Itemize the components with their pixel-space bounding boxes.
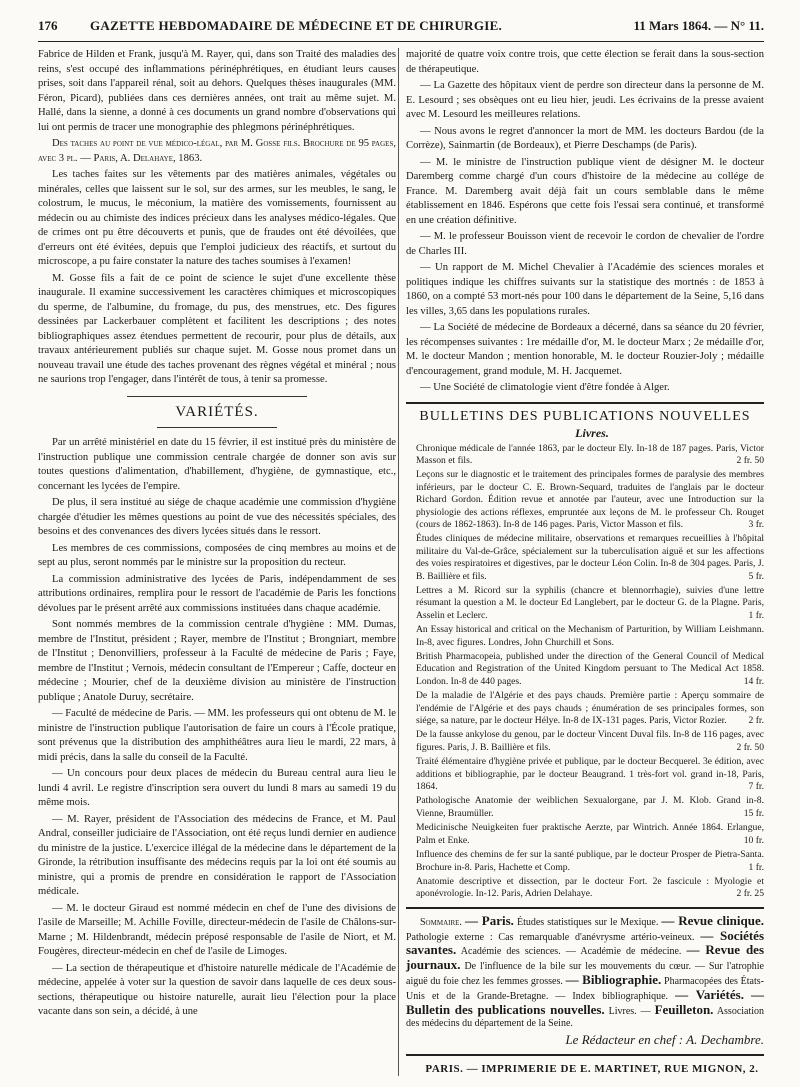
paragraph: Fabrice de Hilden et Frank, jusqu'à M. Rayer, qui, dans son Traité des maladies des reins, s'est occupé des inflammations périnéphrétiques, en étudiant leurs causes prises, soit dans l'appareil rénal, soit au dehors. Quelques thèses inaugurales (MM. Féron, Picard), publiées dans ces dernières années, ont trait au même sujet. M. Hallé, dans la sienne, a donné à ces documents un grand nombre d'observations qui lui ont permis de tracer une monographie des phlegmons périnéphrétiques. — [38, 49, 396, 133]
table-of-contents: Sommaire. — Paris. Études statistiques sur le Mexique. — Revue clinique. Pathologie externe : Cas remarquable d'anévrysme artério-veineux. — Sociétés savantes. Académie des sciences. — Académie de médecine. — Revue des journaux. De l'influence de la bile sur les mouvements du cœur. — Sur l'atrophie aiguë du foie chez les femmes grosses. — Bibliographie. Pharmacopées des États-Unis et de la Grande-Bretagne. — Index bibliographique. — Variétés. — Bulletin des publications nouvelles. Livres. — Feuilleton. Association des médecins du département de la Seine. — [406, 912, 765, 1030]
paragraph: Les membres de ces commissions, composées de cinq membres au moins et de sept au plus, seront nommés par le ministre sur la proposition du recteur. — [38, 542, 396, 568]
book-entry: De la fausse ankylose du genou, par le docteur Vincent Duval fils. In-8 de 116 pages, avec figures. Paris, J. B. Baillière et fils. 2 fr. 50 — [416, 729, 764, 753]
section-title-bulletins: BULLETINS DES PUBLICATIONS NOUVELLES — [419, 408, 751, 424]
header-rule — [38, 41, 764, 42]
section-divider — [406, 402, 764, 404]
book-list — [406, 443, 764, 901]
paragraph: — M. Rayer, président de l'Association des médecins de France, et M. Paul Andral, conseiller judiciaire de l'Association, ont été reçus lundi dernier en audience du ministre de la justice. L'exercice illégal de la médecine dans le département de la Gironde, la rétribution insuffisante des médecins requis par la loi ont été soumis au ministre, qui a promis de prendre en considération le rapport de l'Association médicale. — [38, 813, 396, 897]
paragraph: Sont nommés membres de la commission centrale d'hygiène : MM. Dumas, membre de l'Institut, président ; Rayer, membre de l'Institut ; Brongniart, membre de l'Institut ; Denonvilliers, professeur à la Faculté de médecine de Paris ; Faye, membre de l'Institut ; Vernois, médecin consultant de l'Empereur ; Caffe, docteur en médecine ; Mourier, chef de la deuxième division au ministère de l'instruction publique ; Anatole Duruy, secrétaire. — [38, 619, 396, 703]
paragraph: — Une Société de climatologie vient d'être fondée à Alger. — [420, 382, 670, 393]
book-entry: Anatomie descriptive et dissection, par le docteur Fort. 2e fascicule : Myologie et aponévrologie. In-12. Paris, Adrien Delahaye. 2 fr. 25 — [416, 875, 764, 900]
paragraph: — M. le professeur Bouisson vient de recevoir le cordon de chevalier de l'ordre de Charles III. — [406, 231, 764, 257]
book-entry: Lettres a M. Ricord sur la syphilis (chancre et blennorrhagie), suivies d'une lettre résumant la question a M. le docteur Ed Langlebert, par le docteur G. de la Plagne. Paris, Asselin et Leclerc. 1 fr. — [416, 584, 764, 621]
section-divider — [127, 396, 307, 397]
book-entry: An Essay historical and critical on the Mechanism of Parturition, by William Leishmann. In-8, avec figures. Londres, John Churchill et Sons. — [416, 624, 764, 648]
left-column — [38, 48, 396, 1022]
paragraph: — La Gazette des hôpitaux vient de perdre son directeur dans la personne de M. E. Lesourd ; ses obsèques ont eu lieu hier, jeudi. Les écrivains de la presse avaient avec M. Lesourd les meilleures relations. — [406, 80, 764, 120]
page-header — [38, 18, 764, 40]
issue-date: 11 Mars 1864. — N° 11. — [633, 18, 764, 33]
section-title-varietes: VARIÉTÉS. — [175, 403, 259, 420]
book-entry: Leçons sur le diagnostic et le traitement des principales formes de paralysie des membres inférieurs, par le docteur C. E. Brown-Sequard, traduites de l'anglais par le docteur Richard Gordon. Édition revue et annotée par l'auteur, avec une Introduction sur la physiologie des actions réflexes, empruntée aux leçons de M. le professeur Ch. Rouget (cours de 1862-1863). In-8 de 146 pages. Paris, Victor Masson et fils. 3 fr. — [416, 469, 764, 530]
book-entry: Medicinische Neuigkeiten fuer praktische Aerzte, par Wintrich. Année 1864. Erlangue, Palm et Enke. 10 fr. — [416, 822, 764, 846]
column-separator — [398, 48, 399, 1076]
paragraph: majorité de quatre voix contre trois, que cette élection se ferait dans la sous-section de thérapeutique. — [406, 49, 764, 75]
paragraph: — La Société de médecine de Bordeaux a décerné, dans sa séance du 20 février, les récompenses suivantes : 1re médaille d'or, M. le docteur Marx ; 2e médaille d'or, M. le docteur Mandon ; mention honorable, M. le docteur Rouzier-Joly ; médaille d'encouragement, grand module, M. H. Jacquemet. — [406, 322, 764, 377]
paragraph: — Un rapport de M. Michel Chevalier à l'Académie des sciences morales et politiques indique les chiffres suivants sur la statistique des mortnés : de 1853 à 1860, on a compté 53 mort-nés pour 100 dans le département de la Seine, 5,16 dans les villes, 3,65 dans les populations rurales. — [406, 262, 764, 317]
editor-signature: Le Rédacteur en chef : A. Dechambre. — [565, 1032, 764, 1048]
section-divider — [406, 907, 764, 909]
book-entry: Chronique médicale de l'année 1863, par le docteur Ely. In-18 de 187 pages. Paris, Victor Masson et fils. 2 fr. 50 — [416, 442, 764, 466]
paragraph: — M. le ministre de l'instruction publique vient de désigner M. le docteur Daremberg comme chargé d'un cours d'histoire de la médecine au collége de France. M. Daremberg avait déjà fait un cours semblable dans le même établissement en 1846. Espérons que cette fois l'essai sera continué, et transformé en une création définitive. — [406, 156, 764, 226]
subsection-livres: Livres. — [575, 426, 609, 440]
page-number: 176 — [38, 18, 58, 33]
paragraph: — Un concours pour deux places de médecin du Bureau central aura lieu le lundi 4 avril. Le registre d'inscription sera ouvert du lundi 8 mars au samedi 19 du même mois. — [38, 768, 396, 808]
section-divider — [157, 427, 277, 428]
book-entry: Pathologische Anatomie der weiblichen Sexualorgane, par J. M. Klob. Grand in-8. Vienne, Braumüller. 15 fr. — [416, 795, 764, 819]
right-column — [406, 48, 764, 1078]
book-entry: Influence des chemins de fer sur la santé publique, par le docteur Prosper de Pietra-Santa. Brochure in-8. Paris, Hachette et Comp. 1 fr. — [416, 849, 764, 873]
paragraph: — Nous avons le regret d'annoncer la mort de MM. les docteurs Bardou (de la Corrèze), Sainmartin (de Bordeaux), et Pierre Deschamps (de Paris). — [406, 125, 764, 151]
paragraph: Les taches faites sur les vêtements par des matières animales, végétales ou minérales, celles que laissent sur le sol, sur des armes, sur les meubles, le sang, le colostrum, le mucus, le méconium, la matière des vomissements, fournissent au médecin ou au chimiste des indices précieux dans les analyses médico-légales. Que de crimes ont pu être découverts et punis, que de fraudes ont été dévoilées, que d'erreurs ont été évitées, depuis que l'emploi judicieux des réactifs, et surtout du microscope, a pu faire constater la nature des taches soumises à l'examen! — [38, 169, 396, 267]
paragraph: — M. le docteur Giraud est nommé médecin en chef de l'une des divisions de l'asile de Marseille; M. Achille Foville, directeur-médecin de l'asile de Châlons-sur-Marne ; M. Hildenbrandt, médecin préposé responsable de l'asile de Niort, et M. Fougères, directeur-médecin en chef de l'asile de Limoges. — [38, 902, 396, 957]
paragraph: Par un arrêté ministériel en date du 15 février, il est institué près du ministère de l'instruction publique une commission centrale chargée de donner son avis sur toutes questions d'alimentation, d'habillement, d'hygiène, de gymnastique, etc., concernant les lycées de l'empire. — [38, 437, 396, 492]
book-entry: British Pharmacopeia, published under the direction of the General Council of Medical Education and Registration of the United Kingdom persuant to The Medical Act 1858. London. In-8 de 440 pages. 14 fr. — [416, 651, 764, 687]
book-review-heading: Des taches au point de vue médico-légal, par M. Gosse fils. Brochure de 95 pages, avec 3 pl. — Paris, A. Delahaye, 1863. — [38, 138, 396, 164]
book-entry: De la maladie de l'Algérie et des pays chauds. Première partie : Aperçu sommaire de l'endémie de l'Algérie et des pays chauds ; énumération de ses principales formes, son siége, sa nature, par le docteur Hélye. In-8 de IX-131 pages. Paris, Victor Rozier. 2 fr. — [416, 690, 764, 727]
printer-line: PARIS. — IMPRIMERIE DE E. MARTINET, RUE MIGNON, 2. — [425, 1062, 759, 1075]
book-entry: Études cliniques de médecine militaire, observations et remarques recueillies à l'hôpital militaire du Val-de-Grâce, spécialement sur la tuberculisation aiguë et sur les affections des voies respiratoires et digestives, par le docteur Léon Colin. In-8 de 304 pages. Paris, J. B. Baillière et fils. 5 fr. — [416, 533, 764, 582]
paragraph: De plus, il sera institué au siége de chaque académie une commission d'hygiène chargée d'étudier les mêmes questions au point de vue des nécessités spéciales, des besoins et des convenances des divers lycées situés dans le ressort. — [38, 497, 396, 537]
paragraph: M. Gosse fils a fait de ce point de science le sujet d'une excellente thèse inaugurale. Il examine successivement les caractères chimiques et microscopiques du sperme, de l'albumine, du fromage, du pus, des menstrues, etc. Des figures dessinées par Lackerbauer complètent et facilitent les descriptions ; des notes bibliographiques assez étendues permettent de recourir, pour plus de détails, aux travaux antérieurement publiés sur chaque sujet. M. Gosse nous promet dans un nouveau travail une étude des taches provenant des règnes végétal et minéral ; nous ne saurions trop l'engager, dans l'intérêt de tous, à tenir sa promesse. — [38, 272, 396, 385]
paragraph: — Faculté de médecine de Paris. — MM. les professeurs qui ont obtenu de M. le ministre de l'instruction publique l'autorisation de faire un cours à l'École pratique, sont prévenus que la distribution des amphithéâtres aura lieu le mardi, 22 mars, à midi précis, dans la salle du conseil de la Faculté. — [38, 708, 396, 763]
book-entry: Traité élémentaire d'hygiène privée et publique, par le docteur Becquerel. 3e édition, avec additions et bibliographie, par le docteur Beaugrand. 1 très-fort vol. grand in-18, Paris, 1864. 7 fr. — [416, 756, 764, 793]
paragraph: La commission administrative des lycées de Paris, indépendamment de ses attributions ordinaires, remplira pour le ressort de l'académie de Paris les fonctions dévolues par le présent arrêté aux commissions instituées dans chaque académie. — [38, 573, 396, 614]
journal-title: GAZETTE HEBDOMADAIRE DE MÉDECINE ET DE CHIRURGIE. — [90, 18, 503, 33]
paragraph: — La section de thérapeutique et d'histoire naturelle médicale de l'Académie de médecine, appelée à voter sur la question de savoir dans laquelle de ces deux sous-sections, thérapeutique ou histoire naturelle, aurait lieu l'élection pour la place vacante dans son sein, a décidé, à une — [38, 962, 396, 1017]
section-divider — [406, 1054, 764, 1056]
